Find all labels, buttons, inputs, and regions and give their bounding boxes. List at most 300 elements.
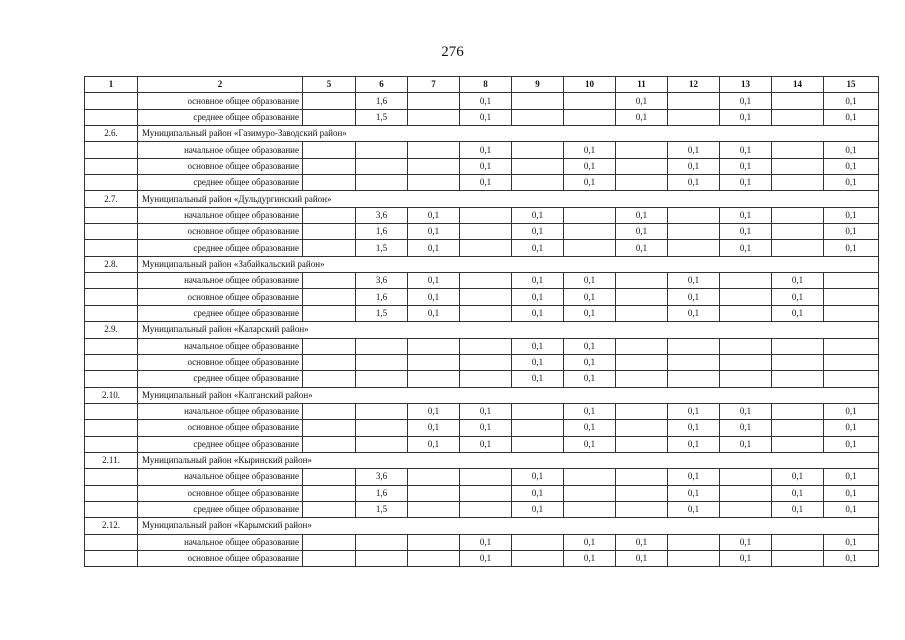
value-cell: 1,5 [356,501,408,517]
value-cell [616,485,668,501]
value-cell: 0,1 [720,403,772,419]
value-cell [512,403,564,419]
value-cell: 0,1 [408,207,460,223]
column-header: 2 [138,77,303,93]
table-row [85,224,879,240]
section-title: Муниципальный район «Кыринский район» [138,452,879,468]
value-cell: 0,1 [720,240,772,256]
value-cell [616,142,668,158]
value-cell [460,240,512,256]
row-number-cell [85,469,138,485]
value-cell [408,371,460,387]
value-cell: 0,1 [720,436,772,452]
value-cell [772,436,824,452]
value-cell [303,109,356,125]
value-cell: 0,1 [408,273,460,289]
table-row [85,273,879,289]
value-cell: 0,1 [408,289,460,305]
education-level-label: основное общее образование [138,158,303,174]
value-cell: 3,6 [356,207,408,223]
section-row [85,322,879,338]
section-title: Муниципальный район «Газимуро-Заводский район» [138,126,879,142]
value-cell: 0,1 [824,175,879,191]
value-cell: 1,5 [356,305,408,321]
value-cell: 0,1 [564,534,616,550]
page-number: 276 [441,44,464,60]
value-cell [303,93,356,109]
value-cell [356,420,408,436]
value-cell [772,420,824,436]
section-row [85,387,879,403]
value-cell: 0,1 [772,289,824,305]
column-header: 5 [303,77,356,93]
value-cell [303,142,356,158]
value-cell [824,371,879,387]
value-cell [408,142,460,158]
education-level-label: среднее общее образование [138,109,303,125]
value-cell: 0,1 [564,436,616,452]
value-cell [668,207,720,223]
column-header: 10 [564,77,616,93]
value-cell [408,93,460,109]
row-number-cell [85,485,138,501]
value-cell [460,305,512,321]
value-cell [512,420,564,436]
value-cell: 0,1 [460,109,512,125]
table-row [85,93,879,109]
value-cell [824,305,879,321]
value-cell: 0,1 [772,305,824,321]
row-number-cell [85,109,138,125]
value-cell [668,550,720,566]
value-cell: 0,1 [616,240,668,256]
value-cell: 0,1 [772,485,824,501]
column-header: 1 [85,77,138,93]
value-cell: 0,1 [668,403,720,419]
value-cell: 0,1 [564,305,616,321]
value-cell [512,436,564,452]
value-cell [408,109,460,125]
value-cell [616,371,668,387]
value-cell [772,207,824,223]
value-cell [824,273,879,289]
value-cell: 0,1 [772,501,824,517]
section-title: Муниципальный район «Калганский район» [138,387,879,403]
table-row [85,403,879,419]
section-row [85,126,879,142]
column-header: 12 [668,77,720,93]
value-cell: 0,1 [460,175,512,191]
value-cell [356,158,408,174]
value-cell [564,93,616,109]
column-header: 14 [772,77,824,93]
education-level-label: среднее общее образование [138,436,303,452]
value-cell: 0,1 [616,224,668,240]
value-cell [772,175,824,191]
row-number-cell [85,436,138,452]
value-cell: 0,1 [824,550,879,566]
value-cell [668,534,720,550]
value-cell: 0,1 [564,403,616,419]
value-cell [460,338,512,354]
value-cell: 0,1 [564,175,616,191]
value-cell: 1,6 [356,93,408,109]
value-cell [356,436,408,452]
value-cell [668,354,720,370]
value-cell: 0,1 [824,501,879,517]
table-row [85,436,879,452]
value-cell [303,305,356,321]
value-cell [460,207,512,223]
row-number-cell [85,93,138,109]
section-number: 2.8. [85,256,138,272]
value-cell [303,501,356,517]
value-cell [564,224,616,240]
value-cell: 0,1 [616,93,668,109]
value-cell [408,550,460,566]
value-cell [616,469,668,485]
value-cell [824,338,879,354]
row-number-cell [85,354,138,370]
value-cell: 0,1 [616,207,668,223]
education-level-label: среднее общее образование [138,501,303,517]
value-cell: 0,1 [512,273,564,289]
value-cell: 0,1 [668,469,720,485]
value-cell: 0,1 [824,109,879,125]
table-row [85,354,879,370]
value-cell [772,142,824,158]
header-row [85,77,879,93]
data-table [84,76,879,567]
value-cell [356,142,408,158]
value-cell: 0,1 [824,485,879,501]
value-cell [356,354,408,370]
education-level-label: среднее общее образование [138,305,303,321]
value-cell: 0,1 [460,93,512,109]
value-cell: 0,1 [564,420,616,436]
value-cell [408,469,460,485]
value-cell [512,175,564,191]
value-cell: 0,1 [668,436,720,452]
value-cell: 0,1 [668,501,720,517]
section-row [85,518,879,534]
value-cell [720,273,772,289]
value-cell: 0,1 [512,240,564,256]
value-cell: 0,1 [824,420,879,436]
table-row [85,175,879,191]
value-cell [512,109,564,125]
value-cell [460,485,512,501]
value-cell: 1,5 [356,109,408,125]
row-number-cell [85,224,138,240]
table-row [85,534,879,550]
value-cell [303,338,356,354]
value-cell [303,534,356,550]
value-cell [460,501,512,517]
value-cell: 0,1 [824,93,879,109]
value-cell: 0,1 [512,338,564,354]
value-cell [668,371,720,387]
value-cell [824,354,879,370]
value-cell: 0,1 [668,305,720,321]
value-cell [356,371,408,387]
section-number: 2.10. [85,387,138,403]
value-cell: 1,6 [356,224,408,240]
value-cell [512,534,564,550]
value-cell [460,371,512,387]
education-level-label: основное общее образование [138,420,303,436]
value-cell: 0,1 [460,142,512,158]
value-cell [616,158,668,174]
value-cell: 0,1 [512,354,564,370]
row-number-cell [85,207,138,223]
education-level-label: начальное общее образование [138,338,303,354]
value-cell [772,93,824,109]
value-cell [512,142,564,158]
value-cell: 0,1 [668,142,720,158]
value-cell [303,224,356,240]
table-body [85,77,879,567]
table-row [85,289,879,305]
value-cell [408,158,460,174]
value-cell [303,289,356,305]
section-number: 2.6. [85,126,138,142]
row-number-cell [85,305,138,321]
value-cell [720,305,772,321]
education-level-label: основное общее образование [138,93,303,109]
value-cell [460,469,512,485]
value-cell [772,109,824,125]
row-number-cell [85,142,138,158]
value-cell [460,354,512,370]
value-cell [356,550,408,566]
education-level-label: начальное общее образование [138,534,303,550]
row-number-cell [85,175,138,191]
value-cell: 0,1 [720,142,772,158]
row-number-cell [85,501,138,517]
value-cell [408,354,460,370]
row-number-cell [85,420,138,436]
column-header: 13 [720,77,772,93]
value-cell: 0,1 [512,207,564,223]
value-cell: 0,1 [668,158,720,174]
row-number-cell [85,550,138,566]
value-cell [564,240,616,256]
table-row [85,109,879,125]
row-number-cell [85,158,138,174]
value-cell: 0,1 [408,436,460,452]
education-level-label: начальное общее образование [138,469,303,485]
table-row [85,142,879,158]
value-cell [303,240,356,256]
value-cell [460,289,512,305]
section-title: Муниципальный район «Карымский район» [138,518,879,534]
table-row [85,207,879,223]
value-cell: 0,1 [564,354,616,370]
column-header: 9 [512,77,564,93]
education-level-label: среднее общее образование [138,371,303,387]
value-cell: 0,1 [824,207,879,223]
value-cell: 0,1 [564,289,616,305]
value-cell: 0,1 [824,469,879,485]
value-cell: 0,1 [460,550,512,566]
value-cell: 0,1 [512,305,564,321]
value-cell [303,403,356,419]
value-cell [512,550,564,566]
value-cell: 0,1 [564,550,616,566]
section-number: 2.7. [85,191,138,207]
value-cell [616,403,668,419]
table-row [85,501,879,517]
education-level-label: среднее общее образование [138,175,303,191]
value-cell [564,501,616,517]
value-cell: 0,1 [564,273,616,289]
value-cell [720,371,772,387]
section-row [85,191,879,207]
value-cell: 1,6 [356,485,408,501]
column-header: 8 [460,77,512,93]
value-cell [616,175,668,191]
value-cell [824,289,879,305]
value-cell: 0,1 [616,109,668,125]
value-cell [303,485,356,501]
value-cell: 0,1 [460,158,512,174]
table-row [85,371,879,387]
section-row [85,452,879,468]
value-cell: 0,1 [564,158,616,174]
education-level-label: начальное общее образование [138,207,303,223]
value-cell: 0,1 [720,550,772,566]
value-cell: 3,6 [356,469,408,485]
value-cell: 0,1 [824,158,879,174]
section-title: Муниципальный район «Забайкальский район» [138,256,879,272]
table-row [85,420,879,436]
education-level-label: основное общее образование [138,354,303,370]
value-cell [408,485,460,501]
value-cell [460,273,512,289]
row-number-cell [85,403,138,419]
value-cell: 0,1 [668,273,720,289]
value-cell [720,485,772,501]
row-number-cell [85,240,138,256]
education-level-label: среднее общее образование [138,240,303,256]
value-cell: 0,1 [408,420,460,436]
value-cell [772,354,824,370]
value-cell [772,158,824,174]
value-cell [512,93,564,109]
value-cell: 0,1 [720,93,772,109]
value-cell: 0,1 [772,273,824,289]
value-cell: 0,1 [720,534,772,550]
value-cell: 0,1 [616,534,668,550]
value-cell: 0,1 [460,436,512,452]
value-cell [408,338,460,354]
value-cell [303,371,356,387]
section-number: 2.12. [85,518,138,534]
value-cell [616,501,668,517]
value-cell [772,403,824,419]
row-number-cell [85,338,138,354]
column-header: 11 [616,77,668,93]
table-row [85,469,879,485]
value-cell: 0,1 [720,224,772,240]
value-cell [668,338,720,354]
value-cell: 0,1 [512,469,564,485]
value-cell [616,420,668,436]
value-cell [772,338,824,354]
row-number-cell [85,289,138,305]
education-level-label: основное общее образование [138,224,303,240]
value-cell [564,207,616,223]
value-cell: 0,1 [668,289,720,305]
value-cell [303,436,356,452]
value-cell: 0,1 [512,501,564,517]
value-cell [356,338,408,354]
value-cell [303,207,356,223]
value-cell: 0,1 [460,403,512,419]
value-cell [408,175,460,191]
value-cell [303,550,356,566]
column-header: 7 [408,77,460,93]
value-cell: 0,1 [512,289,564,305]
value-cell [408,534,460,550]
value-cell [616,436,668,452]
value-cell: 0,1 [668,485,720,501]
section-title: Муниципальный район «Каларский район» [138,322,879,338]
value-cell [772,240,824,256]
education-level-label: начальное общее образование [138,273,303,289]
value-cell [720,338,772,354]
section-number: 2.9. [85,322,138,338]
value-cell [303,354,356,370]
value-cell: 0,1 [408,403,460,419]
value-cell [668,93,720,109]
value-cell [772,550,824,566]
value-cell [720,469,772,485]
table-row [85,240,879,256]
education-level-label: основное общее образование [138,289,303,305]
value-cell: 0,1 [564,338,616,354]
value-cell [303,273,356,289]
value-cell: 0,1 [668,420,720,436]
value-cell: 0,1 [772,469,824,485]
value-cell [303,175,356,191]
value-cell: 0,1 [720,207,772,223]
value-cell: 0,1 [616,550,668,566]
value-cell: 0,1 [408,240,460,256]
column-header: 6 [356,77,408,93]
value-cell [408,501,460,517]
table-row [85,158,879,174]
value-cell [616,354,668,370]
value-cell: 0,1 [824,224,879,240]
value-cell [460,224,512,240]
value-cell [616,338,668,354]
value-cell [720,289,772,305]
value-cell [720,501,772,517]
value-cell [720,354,772,370]
value-cell: 0,1 [824,436,879,452]
value-cell [356,175,408,191]
value-cell [616,289,668,305]
value-cell [772,534,824,550]
section-row [85,256,879,272]
value-cell: 0,1 [824,403,879,419]
value-cell: 0,1 [824,534,879,550]
value-cell [356,534,408,550]
value-cell: 0,1 [564,142,616,158]
value-cell [668,224,720,240]
